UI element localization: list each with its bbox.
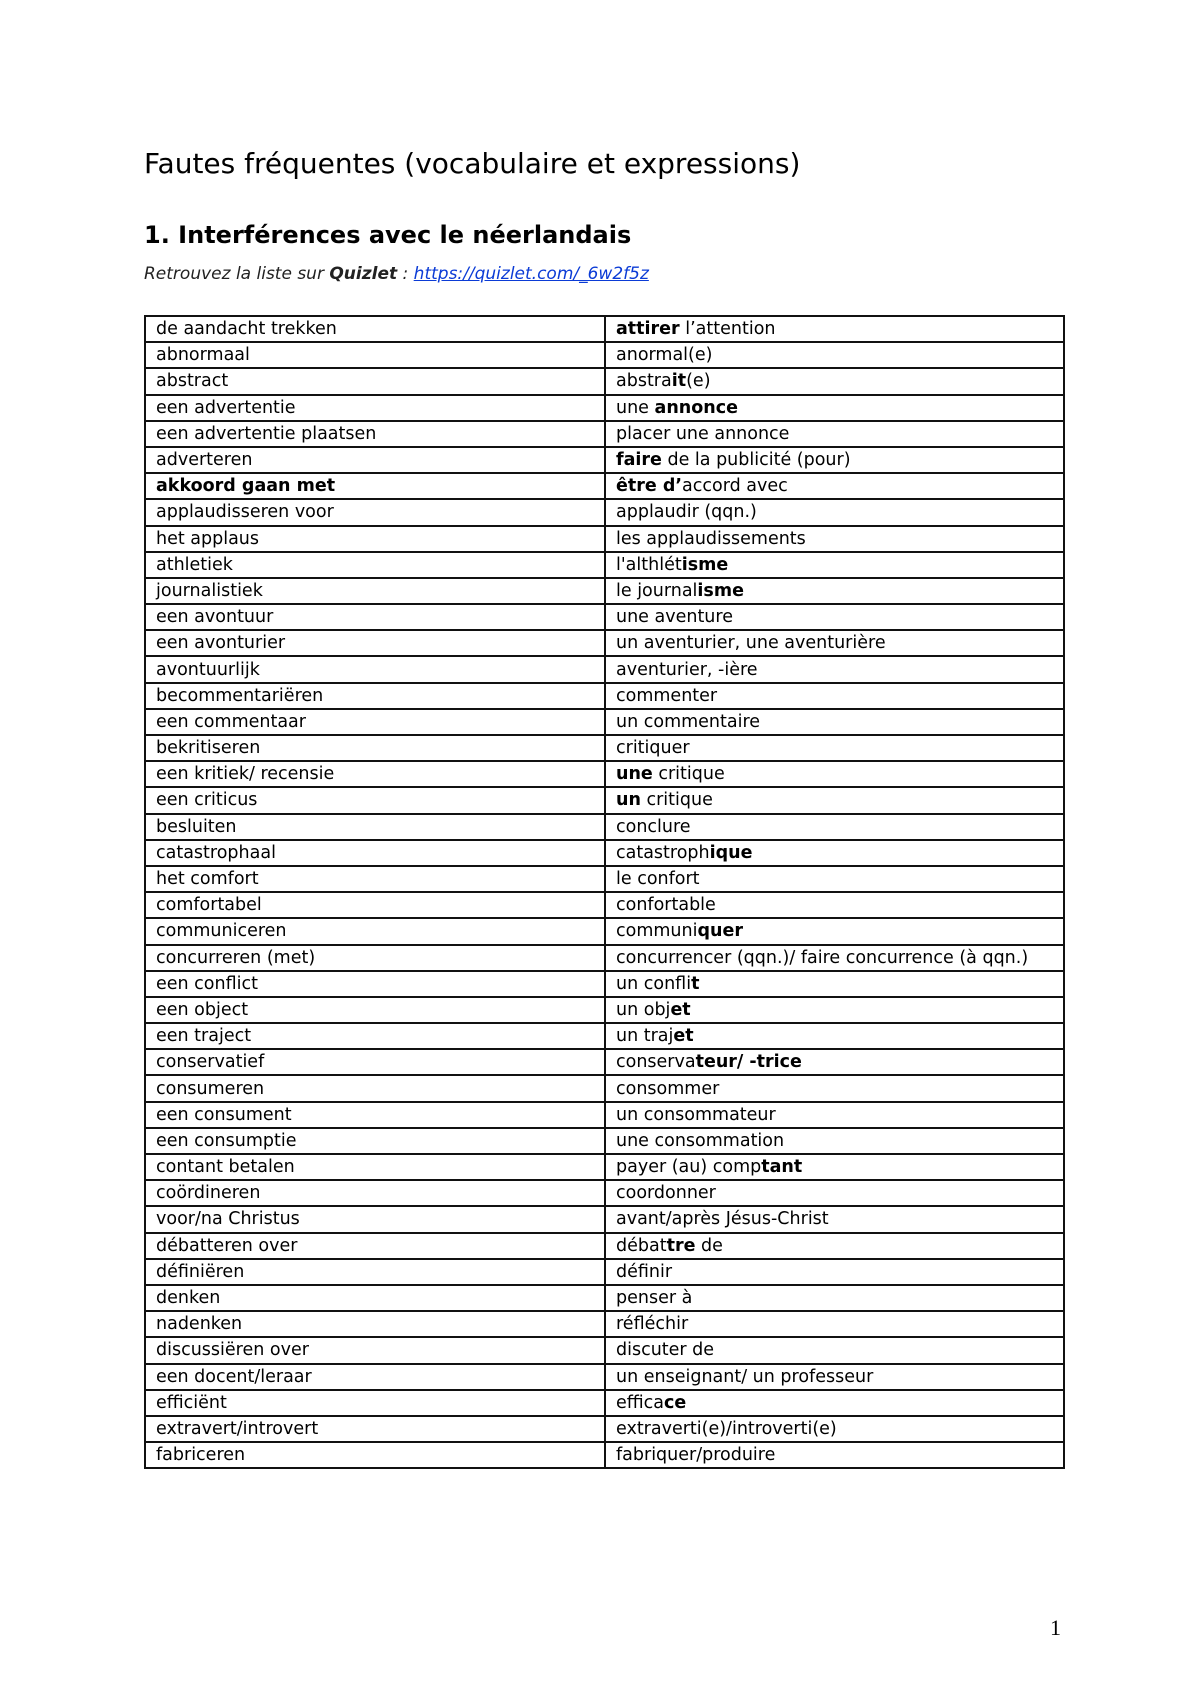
nl-text: nadenken	[156, 1314, 243, 1335]
table-row	[145, 1390, 1064, 1416]
dutch-term-cell	[145, 552, 605, 578]
table-row	[145, 1442, 1064, 1468]
dutch-term-cell	[145, 1075, 605, 1101]
nl-text: een commentaar	[156, 711, 306, 732]
french-term-cell	[605, 892, 1064, 918]
table-row	[145, 1102, 1064, 1128]
french-term-cell	[605, 473, 1064, 499]
fr-emphasis: un	[616, 790, 641, 811]
french-term-cell	[605, 1233, 1064, 1259]
french-term-cell	[605, 814, 1064, 840]
fr-text: l'althlét	[616, 554, 682, 575]
dutch-term-cell	[145, 814, 605, 840]
table-row	[145, 1128, 1064, 1154]
dutch-term-cell	[145, 787, 605, 813]
table-row	[145, 997, 1064, 1023]
nl-emphasis: akkoord gaan met	[156, 476, 336, 497]
dutch-term-cell	[145, 316, 605, 342]
dutch-term-cell	[145, 1180, 605, 1206]
french-term-cell	[605, 316, 1064, 342]
french-term-cell	[605, 447, 1064, 473]
table-row	[145, 1311, 1064, 1337]
fr-text: conclure	[616, 816, 691, 837]
nl-text: voor/na Christus	[156, 1209, 300, 1230]
fr-text: discuter de	[616, 1340, 715, 1361]
dutch-term-cell	[145, 473, 605, 499]
dutch-term-cell	[145, 368, 605, 394]
fr-text: extraverti(e)/introverti(e)	[616, 1418, 837, 1439]
fr-emphasis: ique	[709, 842, 753, 863]
table-row	[145, 735, 1064, 761]
quizlet-name: Quizlet	[329, 264, 398, 284]
fr-emphasis: quer	[697, 921, 743, 942]
dutch-term-cell	[145, 1442, 605, 1468]
nl-text: athletiek	[156, 554, 233, 575]
fr-text: un aventurier, une aventurière	[616, 633, 886, 654]
table-row	[145, 1206, 1064, 1232]
french-term-cell	[605, 552, 1064, 578]
dutch-term-cell	[145, 499, 605, 525]
nl-text: een docent/leraar	[156, 1366, 312, 1387]
french-term-cell	[605, 1285, 1064, 1311]
french-term-cell	[605, 1206, 1064, 1232]
table-row	[145, 971, 1064, 997]
dutch-term-cell	[145, 892, 605, 918]
table-row	[145, 1049, 1064, 1075]
fr-emphasis: isme	[697, 580, 744, 601]
fr-emphasis: isme	[681, 554, 729, 575]
quizlet-link[interactable]: https://quizlet.com/_6w2f5z	[413, 264, 649, 284]
fr-text: concurrencer (qqn.)/ faire concurrence (à qqn.)	[616, 947, 1029, 968]
french-term-cell	[605, 1416, 1064, 1442]
dutch-term-cell	[145, 342, 605, 368]
nl-text: de aandacht trekken	[156, 319, 337, 340]
nl-text: abnormaal	[156, 345, 250, 366]
table-row	[145, 578, 1064, 604]
dutch-term-cell	[145, 709, 605, 735]
french-term-cell	[605, 1023, 1064, 1049]
table-row	[145, 395, 1064, 421]
table-row	[145, 814, 1064, 840]
nl-text: besluiten	[156, 816, 237, 837]
table-row	[145, 1337, 1064, 1363]
nl-text: adverteren	[156, 450, 253, 471]
table-row	[145, 709, 1064, 735]
table-row	[145, 918, 1064, 944]
nl-text: extravert/introvert	[156, 1418, 319, 1439]
nl-text: fabriceren	[156, 1445, 246, 1466]
french-term-cell	[605, 1442, 1064, 1468]
table-row	[145, 1259, 1064, 1285]
nl-text: een avonturier	[156, 633, 286, 654]
fr-text: critique	[652, 764, 725, 785]
dutch-term-cell	[145, 1102, 605, 1128]
page-number: 1	[1050, 1615, 1061, 1640]
table-row	[145, 945, 1064, 971]
dutch-term-cell	[145, 1416, 605, 1442]
fr-text: un commentaire	[616, 711, 761, 732]
dutch-term-cell	[145, 735, 605, 761]
table-row	[145, 1285, 1064, 1311]
dutch-term-cell	[145, 421, 605, 447]
nl-text: abstract	[156, 371, 229, 392]
french-term-cell	[605, 1075, 1064, 1101]
french-term-cell	[605, 709, 1064, 735]
french-term-cell	[605, 761, 1064, 787]
table-row	[145, 1154, 1064, 1180]
fr-text: définir	[616, 1261, 673, 1282]
dutch-term-cell	[145, 1049, 605, 1075]
fr-text: le confort	[616, 869, 700, 890]
table-row	[145, 866, 1064, 892]
fr-text: placer une annonce	[616, 423, 790, 444]
fr-text: payer (au) comp	[616, 1157, 762, 1178]
document-title: Fautes fréquentes (vocabulaire et expressions)	[144, 147, 801, 180]
nl-text: een advertentie plaatsen	[156, 423, 377, 444]
dutch-term-cell	[145, 761, 605, 787]
dutch-term-cell	[145, 1023, 605, 1049]
nl-text: een avontuur	[156, 607, 274, 628]
fr-emphasis: être d’	[616, 476, 683, 497]
fr-text: critiquer	[616, 738, 690, 759]
dutch-term-cell	[145, 683, 605, 709]
fr-text: confortable	[616, 895, 716, 916]
dutch-term-cell	[145, 526, 605, 552]
nl-text: débatteren over	[156, 1235, 298, 1256]
fr-emphasis: tre	[666, 1235, 696, 1256]
dutch-term-cell	[145, 1285, 605, 1311]
fr-text: abstra	[616, 371, 672, 392]
dutch-term-cell	[145, 395, 605, 421]
french-term-cell	[605, 421, 1064, 447]
fr-emphasis: tant	[761, 1157, 803, 1178]
nl-text: een consumptie	[156, 1130, 297, 1151]
nl-text: consumeren	[156, 1078, 265, 1099]
fr-emphasis: t	[691, 973, 700, 994]
table-row	[145, 342, 1064, 368]
french-term-cell	[605, 1049, 1064, 1075]
french-term-cell	[605, 735, 1064, 761]
french-term-cell	[605, 578, 1064, 604]
nl-text: het comfort	[156, 869, 259, 890]
fr-text: les applaudissements	[616, 528, 806, 549]
dutch-term-cell	[145, 1233, 605, 1259]
nl-text: définiëren	[156, 1261, 245, 1282]
table-row	[145, 1180, 1064, 1206]
fr-text: consommer	[616, 1078, 720, 1099]
fr-emphasis: et	[670, 999, 691, 1020]
fr-text: un traj	[616, 1026, 674, 1047]
nl-text: comfortabel	[156, 895, 262, 916]
nl-text: een criticus	[156, 790, 258, 811]
dutch-term-cell	[145, 945, 605, 971]
fr-emphasis: teur/ -trice	[695, 1052, 802, 1073]
table-row	[145, 683, 1064, 709]
nl-text: efficiënt	[156, 1392, 227, 1413]
fr-text: communi	[616, 921, 698, 942]
dutch-term-cell	[145, 1364, 605, 1390]
french-term-cell	[605, 1259, 1064, 1285]
fr-emphasis: attirer	[616, 319, 680, 340]
table-row	[145, 368, 1064, 394]
french-term-cell	[605, 342, 1064, 368]
fr-text: une aventure	[616, 607, 733, 628]
fr-text: critique	[640, 790, 713, 811]
french-term-cell	[605, 395, 1064, 421]
french-term-cell	[605, 1102, 1064, 1128]
table-row	[145, 316, 1064, 342]
fr-text: fabriquer/produire	[616, 1445, 776, 1466]
section-title: 1. Interférences avec le néerlandais	[144, 221, 632, 249]
french-term-cell	[605, 787, 1064, 813]
table-row	[145, 552, 1064, 578]
nl-text: een kritiek/ recensie	[156, 764, 335, 785]
french-term-cell	[605, 368, 1064, 394]
dutch-term-cell	[145, 1390, 605, 1416]
french-term-cell	[605, 1311, 1064, 1337]
fr-text: anormal(e)	[616, 345, 713, 366]
nl-text: communiceren	[156, 921, 287, 942]
fr-emphasis: et	[673, 1026, 694, 1047]
table-row	[145, 761, 1064, 787]
dutch-term-cell	[145, 1128, 605, 1154]
nl-text: een object	[156, 999, 249, 1020]
table-row	[145, 421, 1064, 447]
dutch-term-cell	[145, 997, 605, 1023]
dutch-term-cell	[145, 578, 605, 604]
french-term-cell	[605, 1154, 1064, 1180]
french-term-cell	[605, 656, 1064, 682]
dutch-term-cell	[145, 447, 605, 473]
fr-text: (e)	[686, 371, 711, 392]
nl-text: catastrophaal	[156, 842, 276, 863]
fr-text: aventurier, -ière	[616, 659, 758, 680]
dutch-term-cell	[145, 918, 605, 944]
fr-text: avant/après Jésus-Christ	[616, 1209, 829, 1230]
nl-text: becommentariëren	[156, 685, 324, 706]
fr-text: effica	[616, 1392, 665, 1413]
table-row	[145, 1233, 1064, 1259]
french-term-cell	[605, 526, 1064, 552]
nl-text: een advertentie	[156, 397, 296, 418]
table-row	[145, 840, 1064, 866]
table-row	[145, 630, 1064, 656]
dutch-term-cell	[145, 1259, 605, 1285]
fr-text: commenter	[616, 685, 718, 706]
dutch-term-cell	[145, 630, 605, 656]
fr-emphasis: ce	[664, 1392, 687, 1413]
dutch-term-cell	[145, 840, 605, 866]
fr-text: coordonner	[616, 1183, 716, 1204]
nl-text: concurreren (met)	[156, 947, 316, 968]
french-term-cell	[605, 971, 1064, 997]
fr-text: accord avec	[682, 476, 788, 497]
fr-text: une	[616, 397, 655, 418]
dutch-term-cell	[145, 1154, 605, 1180]
nl-text: conservatief	[156, 1052, 265, 1073]
fr-text: une consommation	[616, 1130, 785, 1151]
table-row	[145, 1364, 1064, 1390]
fr-text: de	[695, 1235, 723, 1256]
fr-emphasis: it	[671, 371, 687, 392]
french-term-cell	[605, 1390, 1064, 1416]
fr-emphasis: une	[616, 764, 653, 785]
quizlet-prefix: Retrouvez la liste sur	[144, 264, 330, 284]
french-term-cell	[605, 1364, 1064, 1390]
vocabulary-table-body	[145, 316, 1064, 1468]
nl-text: een consument	[156, 1104, 292, 1125]
dutch-term-cell	[145, 866, 605, 892]
french-term-cell	[605, 630, 1064, 656]
table-row	[145, 1075, 1064, 1101]
nl-text: denken	[156, 1288, 221, 1309]
dutch-term-cell	[145, 1337, 605, 1363]
nl-text: bekritiseren	[156, 738, 261, 759]
fr-text: un confli	[616, 973, 692, 994]
nl-text: contant betalen	[156, 1157, 295, 1178]
fr-text: un enseignant/ un professeur	[616, 1366, 874, 1387]
french-term-cell	[605, 1128, 1064, 1154]
fr-emphasis: faire	[616, 450, 662, 471]
french-term-cell	[605, 604, 1064, 630]
dutch-term-cell	[145, 1206, 605, 1232]
dutch-term-cell	[145, 656, 605, 682]
french-term-cell	[605, 997, 1064, 1023]
dutch-term-cell	[145, 1311, 605, 1337]
table-row	[145, 473, 1064, 499]
nl-text: een conflict	[156, 973, 258, 994]
nl-text: discussiëren over	[156, 1340, 309, 1361]
nl-text: het applaus	[156, 528, 260, 549]
nl-text: journalistiek	[156, 580, 263, 601]
fr-text: réfléchir	[616, 1314, 689, 1335]
fr-text: le journal	[616, 580, 698, 601]
fr-text: catastroph	[616, 842, 710, 863]
french-term-cell	[605, 1337, 1064, 1363]
fr-text: débat	[616, 1235, 667, 1256]
quizlet-reference	[144, 262, 649, 286]
table-row	[145, 892, 1064, 918]
fr-text: un obj	[616, 999, 671, 1020]
dutch-term-cell	[145, 971, 605, 997]
french-term-cell	[605, 840, 1064, 866]
vocabulary-table	[144, 315, 1065, 1469]
table-row	[145, 447, 1064, 473]
fr-text: un consommateur	[616, 1104, 776, 1125]
fr-text: de la publicité (pour)	[661, 450, 851, 471]
nl-text: een traject	[156, 1026, 252, 1047]
fr-emphasis: annonce	[654, 397, 738, 418]
nl-text: avontuurlijk	[156, 659, 260, 680]
table-row	[145, 604, 1064, 630]
fr-text: conserva	[616, 1052, 696, 1073]
french-term-cell	[605, 866, 1064, 892]
nl-text: applaudisseren voor	[156, 502, 334, 523]
fr-text: penser à	[616, 1288, 693, 1309]
fr-text: applaudir (qqn.)	[616, 502, 757, 523]
dutch-term-cell	[145, 604, 605, 630]
table-row	[145, 1416, 1064, 1442]
french-term-cell	[605, 499, 1064, 525]
french-term-cell	[605, 683, 1064, 709]
quizlet-separator: :	[397, 264, 414, 284]
table-row	[145, 499, 1064, 525]
table-row	[145, 787, 1064, 813]
table-row	[145, 526, 1064, 552]
french-term-cell	[605, 918, 1064, 944]
nl-text: coördineren	[156, 1183, 261, 1204]
table-row	[145, 656, 1064, 682]
table-row	[145, 1023, 1064, 1049]
fr-text: l’attention	[679, 319, 776, 340]
french-term-cell	[605, 945, 1064, 971]
french-term-cell	[605, 1180, 1064, 1206]
